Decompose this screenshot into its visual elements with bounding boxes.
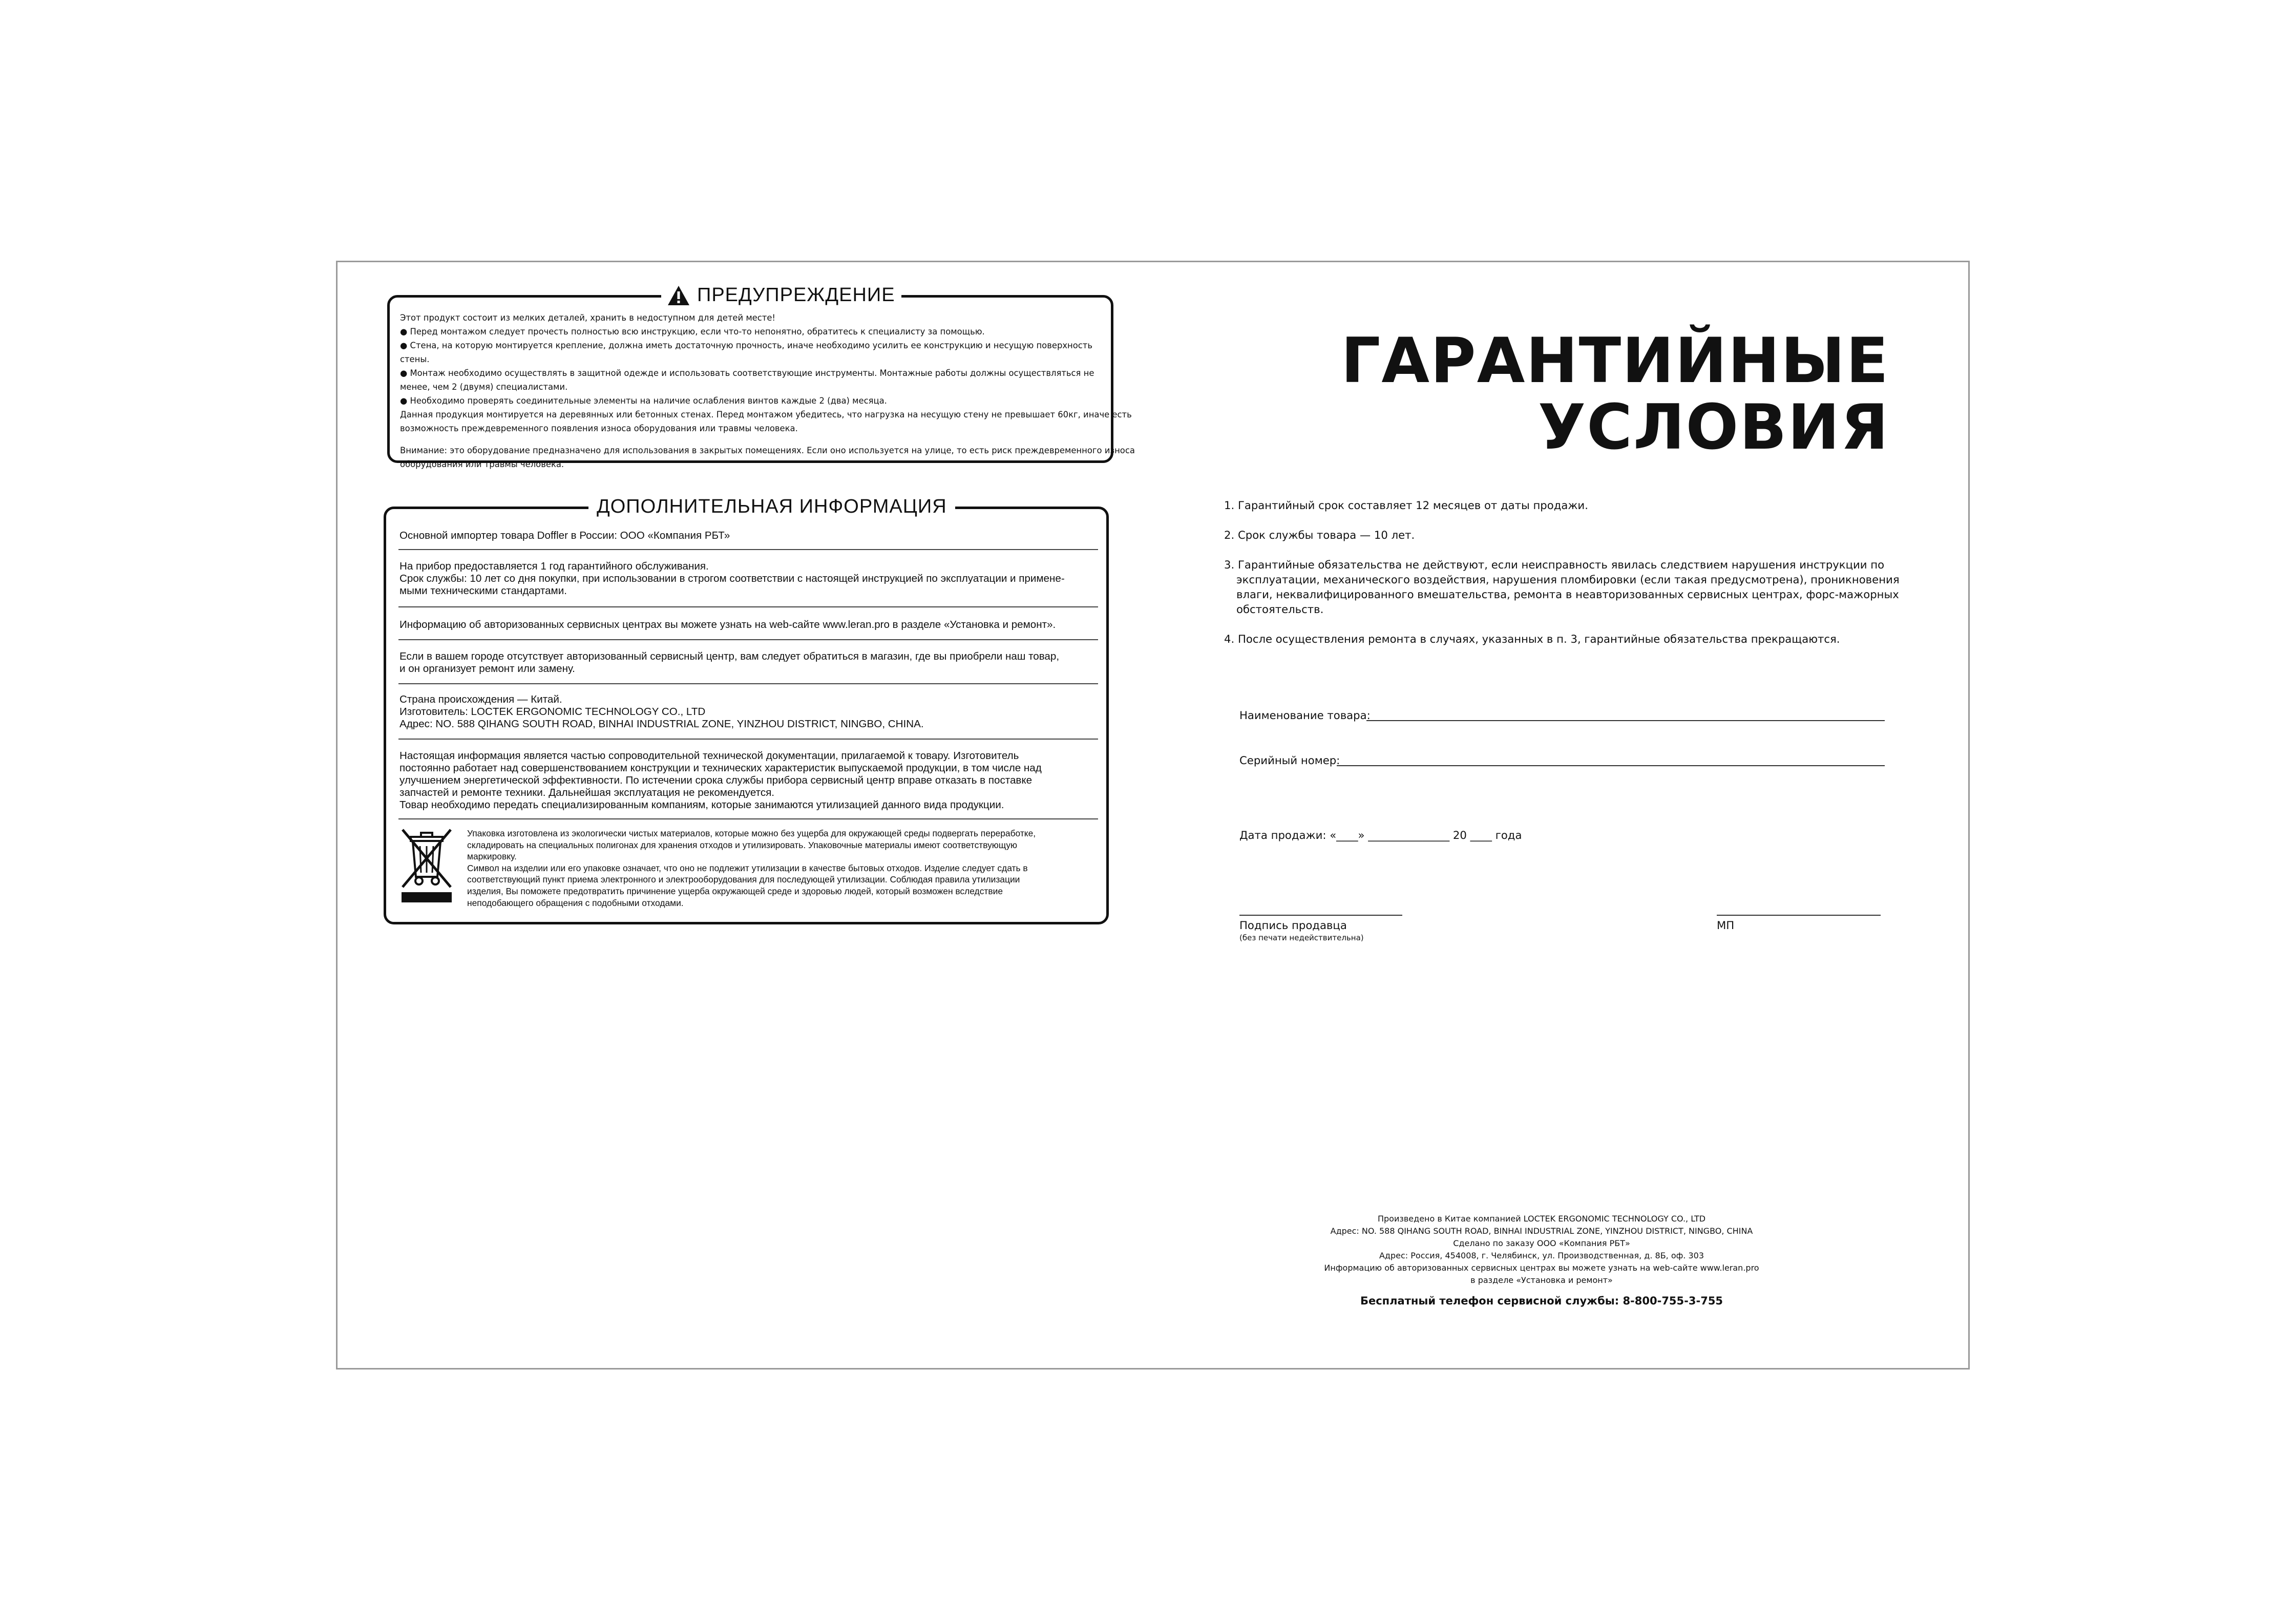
footer-line: Произведено в Китае компанией LOCTEK ERGONOMIC TECHNOLOGY CO., LTD (1377, 1214, 1706, 1224)
warning-line: возможность преждевременного появления износа оборудования или травмы человека. (400, 424, 798, 433)
term-4: 4. После осуществления ремонта в случаях, указанных в п. 3, гарантийные обязательства прекращаются. (1224, 633, 1840, 645)
divider (398, 683, 1098, 684)
serial-number-label: Серийный номер: (1239, 754, 1340, 767)
stamp-line[interactable] (1717, 915, 1881, 916)
docs-line: запчастей и ремонте техники. Дальнейшая эксплуатация не рекомендуется. (399, 787, 775, 798)
footer-line: Адрес: NO. 588 QIHANG SOUTH ROAD, BINHAI INDUSTRIAL ZONE, YINZHOU DISTRICT, NINGBO, CHINA (1330, 1226, 1753, 1236)
divider (398, 639, 1098, 640)
serial-number-field[interactable] (1337, 765, 1885, 766)
origin-section (399, 693, 1097, 730)
warning-note: Внимание: это оборудование предназначено для использования в закрытых помещениях. Если оно используется на улице, то есть риск преждевременного износа (400, 446, 1135, 455)
warning-note: оборудования или травмы человека. (400, 459, 564, 469)
term-2: 2. Срок службы товара — 10 лет. (1224, 529, 1415, 541)
info-title: ДОПОЛНИТЕЛЬНАЯ ИНФОРМАЦИЯ (588, 496, 955, 518)
divider (398, 606, 1098, 607)
importer-section (399, 530, 1097, 542)
warning-title (661, 284, 901, 306)
docs-section (399, 750, 1097, 811)
warning-box (387, 284, 1135, 469)
signature-label: Подпись продавца (1239, 919, 1347, 932)
recycle-line: соответствующий пункт приема электронного и электрооборудования для последующей утилизации. Соблюдая правила утилизации (467, 874, 1020, 885)
service-phone: Бесплатный телефон сервисной службы: 8-800-755-3-755 (1360, 1295, 1723, 1307)
warning-line: ● Стена, на которую монтируется крепление, должна иметь достаточную прочность, иначе необходимо усилить ее конструкцию и несущую поверхность (400, 341, 1093, 350)
centers-section (399, 619, 1097, 631)
no-center-section (399, 650, 1097, 675)
recycle-line: складировать на специальных полигонах для хранения отходов и утилизировать. Упаковочные материалы имеют соответствующую (467, 839, 1018, 850)
signature-line[interactable] (1239, 915, 1402, 916)
service-line: Срок службы: 10 лет со дня покупки, при использовании в строгом соответствии с настоящей инструкцией по эксплуатации и примене- (399, 573, 1065, 584)
divider (398, 739, 1098, 740)
footer-line: Сделано по заказу ООО «Компания РБТ» (1453, 1238, 1630, 1248)
importer-text: Основной импортер товара Doffler в России: ООО «Компания РБТ» (399, 530, 730, 541)
service-section (399, 560, 1097, 597)
docs-line: Товар необходимо передать специализированным компаниям, которые занимаются утилизацией данного вида продукции. (399, 799, 1004, 811)
divider (398, 549, 1098, 550)
term-3-line: влаги, неквалифицированного вмешательства, ремонта в неавторизованных сервисных центрах, форс-мажорных (1236, 588, 1899, 601)
warning-line: ● Перед монтажом следует прочесть полностью всю инструкцию, если что-то непонятно, обратитесь к специалисту за помощью. (400, 327, 985, 336)
recycle-line: неподобающего обращения с подобными отходами. (467, 897, 684, 908)
warning-body (400, 311, 1135, 471)
term-3-line: 3. Гарантийные обязательства не действуют, если неисправность явилась следствием нарушения инструкции по (1224, 558, 1885, 571)
recycle-text (467, 828, 1036, 909)
docs-line: постоянно работает над совершенствованием конструкции и технических характеристик выпускаемой продукции, в том числе над (399, 762, 1042, 774)
footer (1311, 1213, 1772, 1307)
page-title (1341, 325, 1889, 464)
term-3-line: обстоятельств. (1236, 603, 1324, 616)
title-line2: УСЛОВИЯ (1537, 391, 1889, 464)
product-name-field[interactable] (1366, 720, 1885, 721)
recycle-line: изделия, Вы поможете предотвратить причинение ущерба окружающей среде и здоровью людей, который возможен вследствие (467, 886, 1003, 896)
no-center-line: и он организует ремонт или замену. (399, 663, 575, 675)
warning-line: Данная продукция монтируется на деревянных или бетонных стенах. Перед монтажом убедитесь, что нагрузка на несущую стену не превышает 60кг, иначе есть (400, 410, 1132, 419)
product-name-label: Наименование товара: (1239, 709, 1371, 722)
term-1: 1. Гарантийный срок составляет 12 месяцев от даты продажи. (1224, 499, 1588, 512)
divider (398, 818, 1098, 819)
recycle-line: маркировку. (467, 851, 517, 862)
docs-line: Настоящая информация является частью сопроводительной технической документации, прилагаемой к товару. Изготовитель (399, 750, 1019, 762)
stamp-label: МП (1717, 919, 1735, 932)
service-line: На прибор предоставляется 1 год гарантийного обслуживания. (399, 560, 709, 572)
origin-line: Изготовитель: LOCTEK ERGONOMIC TECHNOLOGY CO., LTD (399, 706, 706, 718)
docs-line: улучшением энергетической эффективности. По истечении срока службы прибора сервисный центр вправе отказать в поставке (399, 774, 1033, 786)
warranty-terms (1224, 498, 1900, 646)
footer-line: Адрес: Россия, 454008, г. Челябинск, ул. Производственная, д. 8Б, оф. 303 (1379, 1251, 1704, 1260)
signature-note: (без печати недействительна) (1239, 933, 1364, 942)
crossed-bin-recycle-icon (399, 828, 454, 904)
origin-line: Адрес: NO. 588 QIHANG SOUTH ROAD, BINHAI INDUSTRIAL ZONE, YINZHOU DISTRICT, NINGBO, CHINA. (399, 718, 924, 730)
no-center-line: Если в вашем городе отсутствует авторизованный сервисный центр, вам следует обратиться в магазин, где вы приобрели наш товар, (399, 650, 1060, 662)
warning-triangle-icon (667, 285, 690, 306)
footer-line: в разделе «Установка и ремонт» (1470, 1275, 1613, 1285)
recycle-line: Упаковка изготовлена из экологически чистых материалов, которые можно без ущерба для окружающей среды подвергать переработке, (467, 828, 1036, 838)
warning-line: ● Необходимо проверять соединительные элементы на наличие ослабления винтов каждые 2 (два) месяца. (400, 396, 887, 406)
sale-date-field[interactable]: Дата продажи: «____» _______________ 20 ____ года (1239, 829, 1522, 841)
term-3-line: эксплуатации, механического воздействия, нарушения пломбировки (если такая предусмотрена), проникновения (1236, 573, 1900, 586)
additional-info-box (384, 496, 1109, 924)
warning-line: ● Монтаж необходимо осуществлять в защитной одежде и использовать соответствующие инструменты. Монтажные работы должны осуществляться не (400, 368, 1094, 378)
title-line1: ГАРАНТИЙНЫЕ (1341, 325, 1889, 397)
warning-line: менее, чем 2 (двумя) специалистами. (400, 382, 568, 392)
warning-line: стены. (400, 354, 430, 364)
recycle-line: Символ на изделии или его упаковке означает, что оно не подлежит утилизации в качестве бытовых отходов. Изделие следует сдать в (467, 862, 1028, 873)
warning-line: Этот продукт состоит из мелких деталей, хранить в недоступном для детей месте! (400, 313, 775, 323)
centers-text: Информацию об авторизованных сервисных центрах вы можете узнать на web-сайте www.leran.pro в разделе «Установка и ремонт». (399, 619, 1056, 630)
origin-line: Страна происхождения — Китай. (399, 693, 562, 705)
service-line: мыми техническими стандартами. (399, 585, 567, 597)
footer-line: Информацию об авторизованных сервисных центрах вы можете узнать на web-сайте www.leran.pro (1324, 1263, 1759, 1273)
warning-title-text: ПРЕДУПРЕЖДЕНИЕ (697, 284, 895, 306)
